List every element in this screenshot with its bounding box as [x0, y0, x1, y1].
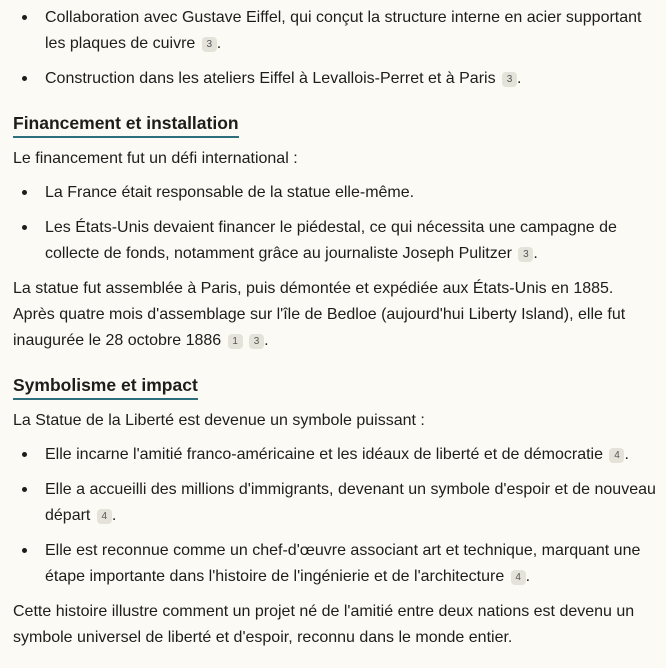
article-content [13, 5, 658, 659]
conclusion-paragraph: Cette histoire illustre comment un projet né de l'amitié entre deux nations est devenu un symbole universel de liberté et d'espoir, reconnu dans le monde entier. [13, 603, 635, 646]
list-item: Elle a accueilli des millions d'immigrants, devenant un symbole d'espoir et de nouveau départ 4 . [13, 477, 658, 529]
financement-list [13, 180, 658, 267]
list-item-text: Elle a accueilli des millions d'immigrants, devenant un symbole d'espoir et de nouveau départ [45, 481, 656, 524]
citation-badge[interactable]: 1 [228, 334, 243, 349]
construction-list [13, 5, 658, 92]
section-paragraph: La statue fut assemblée à Paris, puis démontée et expédiée aux États-Unis en 1885. Après quatre mois d'assemblage sur l'île de Bedloe (aujourd'hui Liberty Island), elle fut inaugurée le 28 octobre 1886 1 3 . [13, 280, 626, 349]
section-heading: Symbolisme et impact [13, 372, 198, 400]
citation-badge[interactable]: 3 [502, 72, 517, 87]
list-item-text: Elle est reconnue comme un chef-d'œuvre associant art et technique, marquant une étape importante dans l'histoire de l'ingénierie et de l'architecture [45, 542, 641, 585]
list-item: Elle est reconnue comme un chef-d'œuvre associant art et technique, marquant une étape importante dans l'histoire de l'ingénierie et de l'architecture 4 . [13, 538, 658, 590]
list-item: Les États-Unis devaient financer le piédestal, ce qui nécessita une campagne de collecte de fonds, notamment grâce au journaliste Joseph Pulitzer 3 . [13, 215, 658, 267]
list-item: Collaboration avec Gustave Eiffel, qui conçut la structure interne en acier supportant les plaques de cuivre 3 . [13, 5, 658, 57]
list-item-text: Elle incarne l'amitié franco-américaine et les idéaux de liberté et de démocratie [45, 446, 604, 463]
section-intro: La Statue de la Liberté est devenue un symbole puissant : [13, 412, 425, 429]
section-heading: Financement et installation [13, 110, 239, 138]
list-item: Construction dans les ateliers Eiffel à Levallois-Perret et à Paris 3 . [13, 66, 658, 92]
citation-badge[interactable]: 3 [518, 247, 533, 262]
list-item-text: La France était responsable de la statue elle-même. [45, 184, 415, 201]
list-item-text: Les États-Unis devaient financer le piédestal, ce qui nécessita une campagne de collecte de fonds, notamment grâce au journaliste Joseph Pulitzer [45, 219, 617, 262]
citation-badge[interactable]: 3 [202, 37, 217, 52]
citation-badge[interactable]: 4 [609, 448, 624, 463]
section-symbolisme [13, 372, 658, 404]
list-item [13, 180, 658, 206]
symbolisme-list [13, 442, 658, 590]
list-item: Elle incarne l'amitié franco-américaine et les idéaux de liberté et de démocratie 4 . [13, 442, 658, 468]
list-item-text: Collaboration avec Gustave Eiffel, qui conçut la structure interne en acier supportant les plaques de cuivre [45, 9, 642, 52]
citation-badge[interactable]: 4 [97, 509, 112, 524]
list-item-text: Construction dans les ateliers Eiffel à Levallois-Perret et à Paris [45, 70, 496, 87]
citation-badge[interactable]: 3 [249, 334, 264, 349]
section-intro: Le financement fut un défi international : [13, 150, 298, 167]
section-financement [13, 110, 658, 142]
citation-badge[interactable]: 4 [511, 570, 526, 585]
